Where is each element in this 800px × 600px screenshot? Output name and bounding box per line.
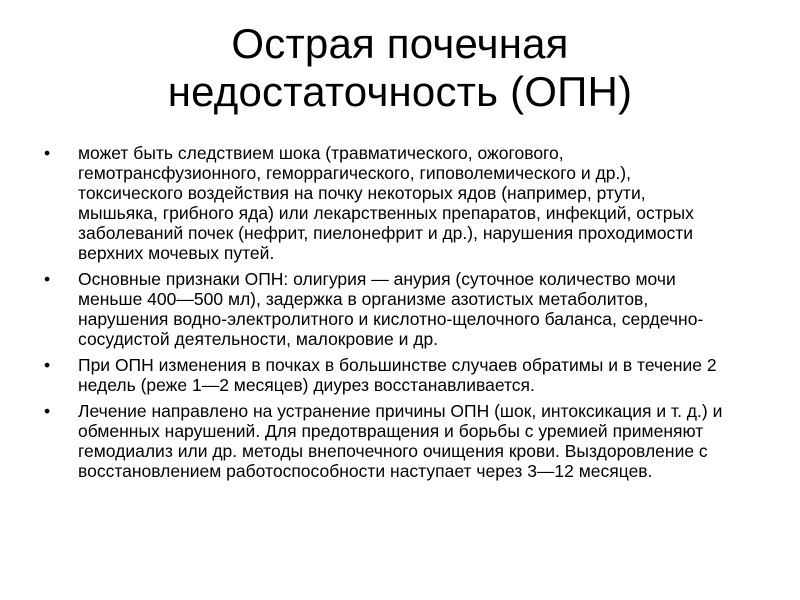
slide-title-line-2: недостаточность (ОПН) [167,68,633,115]
bullet-text: Основные признаки ОПН: олигурия — анурия (суточное количество мочи меньше 400—500 мл), задержка в организме азотистых метаболитов, нарушения водно-электролитного и кислотно-щелочного баланса, сердечно-сосудистой деятельности, малокровие и др. [78,269,704,349]
bullet-list [40,143,730,487]
slide-title [40,20,760,116]
bullet-text: При ОПН изменения в почках в большинстве случаев обратимы и в течение 2 недель (реже 1—2 месяцев) диурез восстанавливается. [78,355,717,395]
bullet-item-treatment [40,401,730,481]
bullet-icon: • [44,355,51,375]
slide-title-line-1: Острая почечная [231,20,569,67]
bullet-item-causes [40,143,730,263]
bullet-icon: • [44,269,51,289]
bullet-text: может быть следствием шока (травматического, ожогового, гемотрансфузионного, геморрагического, гиповолемического и др.), токсического воздействия на почку некоторых ядов (например, ртути, мышьяка, грибного яда) или лекарственных препаратов, инфекций, острых заболеваний почек (нефрит, пиелонефрит и др.), нарушения проходимости верхних мочевых путей. [78,143,694,263]
bullet-text: Лечение направлено на устранение причины ОПН (шок, интоксикация и т. д.) и обменных нарушений. Для предотвращения и борьбы с уремией применяют гемодиализ или др. методы внепочечного очищения крови. Выздоровление с восстановлением работоспособности наступает через 3—12 месяцев. [78,401,723,481]
bullet-icon: • [44,401,51,421]
bullet-item-prognosis [40,355,730,395]
bullet-icon: • [44,143,51,163]
bullet-item-symptoms [40,269,730,349]
